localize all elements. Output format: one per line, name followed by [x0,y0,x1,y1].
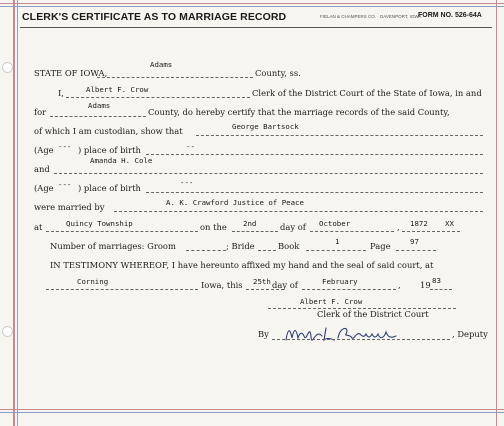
testimony-comma: , [398,280,401,290]
bottom-border-blue [0,412,504,413]
header-rule [20,27,492,28]
county-value: Adams [150,60,173,69]
book-value: 1 [335,237,340,246]
groom-name-line [196,135,483,136]
year-line [402,231,460,232]
deputy-line [272,339,450,340]
margin-line-blue [17,0,18,426]
place-value: Quincy Township [66,219,133,228]
county-certify-label: County, do hereby certify that the marriage records of the said County, [148,107,450,117]
groom-age-label: (Age [34,145,54,155]
day-line [232,231,278,232]
signed-clerk-value: Albert F. Crow [300,297,363,306]
bride-age-value: --- [58,180,72,189]
bride-count-line [258,250,276,251]
married-by-label: were married by [34,202,105,212]
month-line [310,231,394,232]
printer-imprint: FIELAN & CHAMPERS CO. · DAVENPORT, IOWA [320,14,422,19]
bride-name-line [54,173,483,174]
testimony-place-line [46,289,198,290]
bride-name-value: Amanda H. Cole [90,156,153,165]
testimony-year-line [430,289,452,290]
num-marriages-label: Number of marriages: Groom [50,241,176,251]
groom-name-value: George Bartsock [232,122,299,131]
bride-count-label: ; Bride [226,241,255,251]
top-border-red [0,3,504,4]
date-comma: , [397,222,400,232]
groom-birthplace-line [146,154,483,155]
and-label: and [34,164,50,174]
day-value: 2nd [243,219,257,228]
officiant-line [114,211,483,212]
groom-age-value: --- [58,142,72,151]
bride-birthplace-value: --- [180,178,194,187]
testimony-day-value: 25th [253,277,271,286]
testimony-place-value: Corning [77,277,109,286]
page-value: 97 [410,237,419,246]
county-2-line [50,116,146,117]
punch-hole [2,326,13,337]
bride-birthplace-line [146,192,483,193]
testimony-label: IN TESTIMONY WHEREOF, I have hereunto affixed my hand and the seal of said court, at [50,260,434,270]
punch-hole [2,62,13,73]
for-label: for [34,107,47,117]
testimony-month-line [302,289,396,290]
page-line [396,250,436,251]
custodian-label: of which I am custodian, show that [34,126,183,136]
margin-line-red [13,0,15,426]
testimony-month-value: February [322,277,358,286]
by-label: By [258,329,269,339]
deputy-signature [280,322,410,346]
year-suffix: XX [445,219,454,228]
county-ss-label: County, ss. [255,68,301,78]
bride-birthplace-label: ) place of birth [78,183,141,193]
clerk-name-value: Albert F. Crow [86,85,149,94]
book-label: Book [278,241,300,251]
clerk-court-label: Clerk of the District Court [317,309,429,319]
bottom-border-red [0,409,504,410]
state-label: STATE OF IOWA, [34,68,108,78]
groom-count-line [186,250,226,251]
day-of-2-label: day of [272,280,298,290]
on-the-label: on the [200,222,227,232]
county-line [97,77,253,78]
testimony-year-prefix: 19 [420,280,431,290]
day-of-label: day of [280,222,306,232]
i-label: I, [58,88,64,98]
groom-birthplace-label: ) place of birth [78,145,141,155]
month-value: October [319,219,351,228]
clerk-of-label: Clerk of the District Court of the State of Iowa, in and [252,88,482,98]
county-2-value: Adams [88,101,111,110]
top-border-blue [0,6,504,7]
bride-age-label: (Age [34,183,54,193]
deputy-label: , Deputy [452,329,488,339]
clerk-name-line [66,97,250,98]
book-line [306,250,366,251]
year-value: 1872 [410,219,428,228]
groom-birthplace-value: -- [186,142,195,151]
form-number: FORM NO. 526-64A [418,12,482,19]
at-label: at [34,222,43,232]
officiant-value: A. K. Crawford Justice of Peace [166,198,304,207]
page-label: Page [370,241,391,251]
right-border-red [496,0,497,426]
iowa-this-label: Iowa, this [201,280,243,290]
testimony-year-tail: 83 [432,276,441,285]
place-line [46,231,198,232]
form-title: CLERK'S CERTIFICATE AS TO MARRIAGE RECORD [22,11,287,23]
